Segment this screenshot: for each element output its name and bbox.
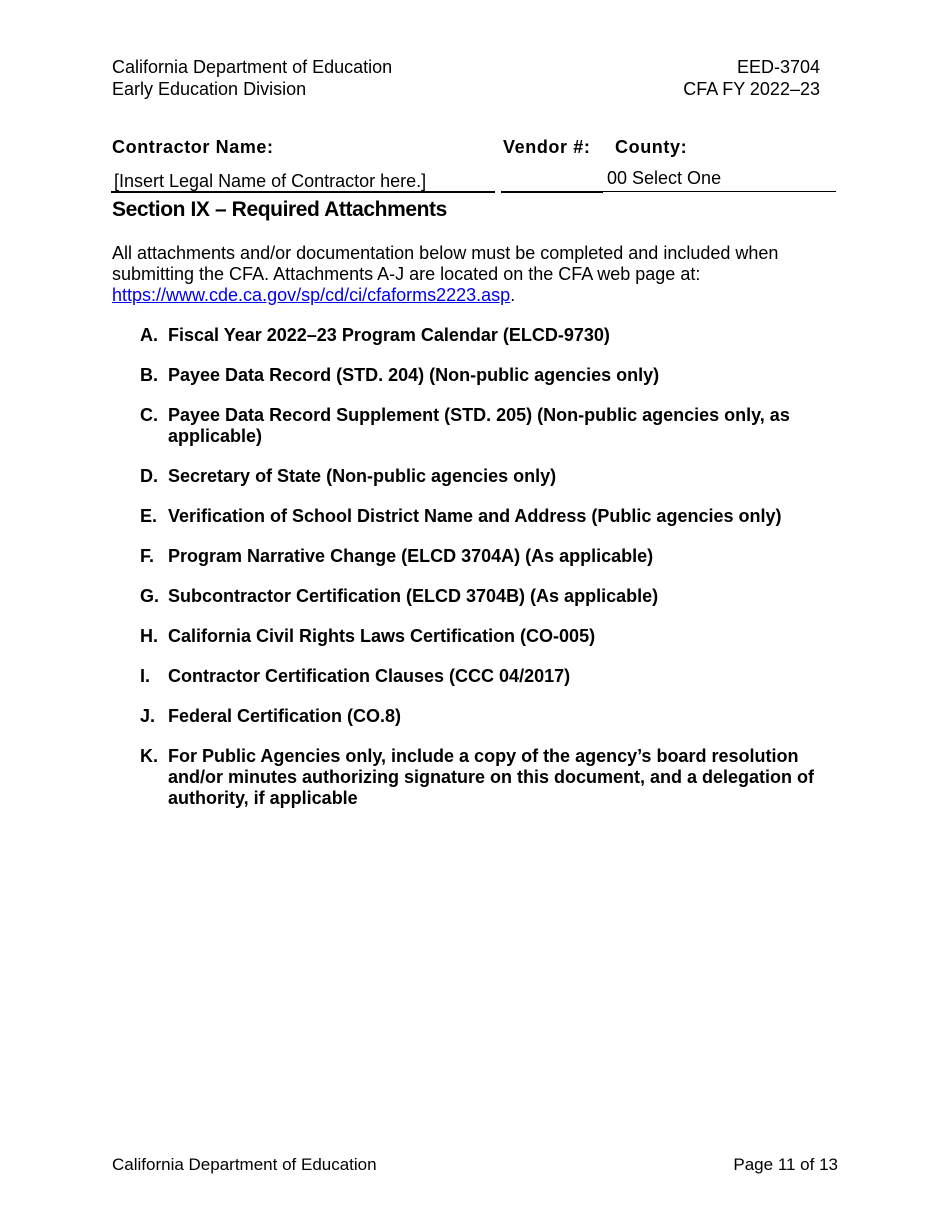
header-org-line1: California Department of Education <box>112 57 393 77</box>
header-form-year: CFA FY 2022–23 <box>683 79 820 99</box>
attachment-text: Program Narrative Change (ELCD 3704A) (As applicable) <box>168 546 654 566</box>
attachment-text: Payee Data Record (STD. 204) (Non-public agencies only) <box>168 365 660 385</box>
attachment-text: Secretary of State (Non-public agencies only) <box>168 466 557 486</box>
attachment-text: Verification of School District Name and Address (Public agencies only) <box>168 506 782 526</box>
contractor-name-underline <box>111 191 495 193</box>
footer-org: California Department of Education <box>112 1155 377 1174</box>
section-title: Section IX – Required Attachments <box>112 198 447 221</box>
vendor-number-label: Vendor #: <box>503 137 591 157</box>
attachment-letter: E. <box>140 506 158 526</box>
attachment-item <box>140 546 850 567</box>
attachment-letter: A. <box>140 325 158 345</box>
attachment-text: Subcontractor Certification (ELCD 3704B) (As applicable) <box>168 586 659 606</box>
county-select[interactable]: 00 Select One <box>607 168 722 188</box>
attachment-text: For Public Agencies only, include a copy of the agency’s board resolution and/or minutes authorizing signature on this document, and a delegation of authority, if applicable <box>168 746 815 808</box>
attachment-item <box>140 746 850 809</box>
attachment-item <box>140 325 850 346</box>
attachment-letter: I. <box>140 666 151 686</box>
attachment-text: California Civil Rights Laws Certification (CO-005) <box>168 626 596 646</box>
attachment-item <box>140 405 850 447</box>
section-intro <box>112 243 832 306</box>
attachment-letter: G. <box>140 586 160 606</box>
header-form-id: EED-3704 <box>736 57 820 77</box>
attachment-list <box>140 325 850 828</box>
attachment-letter: K. <box>140 746 158 766</box>
attachment-item <box>140 586 850 607</box>
attachment-text: Contractor Certification Clauses (CCC 04/2017) <box>168 666 571 686</box>
attachment-letter: J. <box>140 706 156 726</box>
intro-period: . <box>510 285 516 305</box>
contractor-name-label: Contractor Name: <box>112 137 274 157</box>
attachment-letter: C. <box>140 405 158 425</box>
attachment-letter: H. <box>140 626 158 646</box>
attachment-item <box>140 706 850 727</box>
attachment-letter: F. <box>140 546 155 566</box>
attachment-item <box>140 466 850 487</box>
footer-page-number: Page 11 of 13 <box>733 1155 838 1174</box>
attachment-item <box>140 365 850 386</box>
attachment-item <box>140 626 850 647</box>
header-org <box>112 56 392 100</box>
section-intro-text: All attachments and/or documentation below must be completed and included when submitting the CFA. Attachments A-J are located on the CFA web page at: <box>112 243 779 284</box>
vendor-number-field[interactable] <box>501 191 603 193</box>
county-underline <box>603 191 836 192</box>
attachment-letter: D. <box>140 466 158 486</box>
attachment-item <box>140 506 850 527</box>
header-form-info <box>683 56 820 100</box>
attachment-item <box>140 666 850 687</box>
header-org-line2: Early Education Division <box>112 79 307 99</box>
attachment-text: Fiscal Year 2022–23 Program Calendar (ELCD-9730) <box>168 325 610 345</box>
county-label: County: <box>615 137 688 157</box>
contractor-name-field[interactable]: [Insert Legal Name of Contractor here.] <box>114 171 427 191</box>
cfa-forms-link[interactable]: https://www.cde.ca.gov/sp/cd/ci/cfaforms2223.asp <box>112 285 511 305</box>
attachment-text: Payee Data Record Supplement (STD. 205) (Non-public agencies only, as applicable) <box>168 405 790 446</box>
attachment-text: Federal Certification (CO.8) <box>168 706 402 726</box>
attachment-letter: B. <box>140 365 158 385</box>
